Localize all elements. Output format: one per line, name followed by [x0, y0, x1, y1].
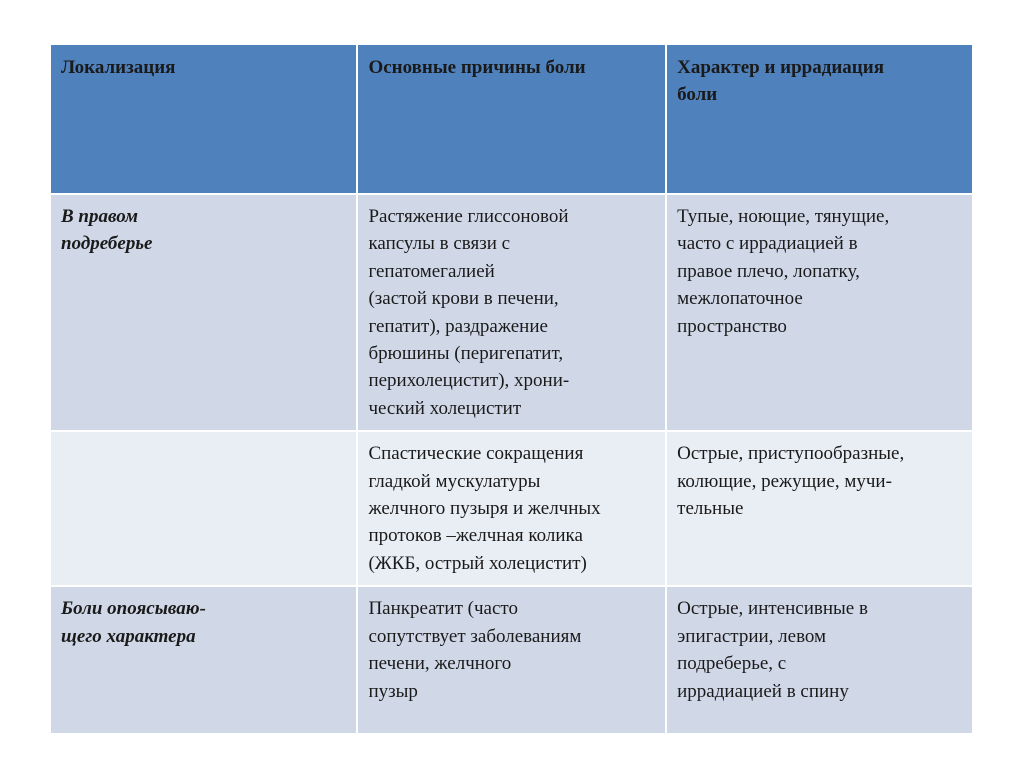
- character-text: Острые, приступообразные, колющие, режущие, мучи- тельные: [677, 443, 905, 520]
- table-row: [50, 194, 973, 431]
- cell-location: [50, 586, 357, 734]
- cell-character: [666, 431, 973, 586]
- table-row: [50, 586, 973, 734]
- location-text: Боли опоясываю- щего характера: [61, 598, 206, 647]
- causes-text: Растяжение глиссоновой капсулы в связи с гепатомегалией (застой крови в печени, гепатит), раздражение брюшины (перигепатит, перихолецистит), хрони- ческий холецистит: [368, 206, 570, 419]
- cell-character: [666, 194, 973, 431]
- pain-localization-table: [49, 43, 974, 735]
- cell-location: [50, 431, 357, 586]
- character-text: Острые, интенсивные в эпигастрии, левом подреберье, с иррадиацией в спину: [677, 598, 868, 702]
- header-localization: [50, 44, 357, 194]
- table-row: [50, 431, 973, 586]
- cell-causes: [357, 586, 666, 734]
- character-text: Тупые, ноющие, тянущие, часто с иррадиацией в правое плечо, лопатку, межлопаточное пространство: [677, 206, 890, 337]
- location-text: В правом подреберье: [61, 206, 153, 255]
- causes-text: Панкреатит (часто сопутствует заболеваниям печени, желчного пузыр: [368, 598, 582, 702]
- header-localization-label: Локализация: [61, 57, 176, 78]
- cell-character: [666, 586, 973, 734]
- causes-text: Спастические сокращения гладкой мускулатуры желчного пузыря и желчных протоков –желчная колика (ЖКБ, острый холецистит): [368, 443, 601, 574]
- cell-causes: [357, 194, 666, 431]
- header-character-label: Характер и иррадиация боли: [677, 57, 884, 106]
- header-character: [666, 44, 973, 194]
- cell-causes: [357, 431, 666, 586]
- header-causes-label: Основные причины боли: [368, 57, 586, 78]
- cell-location: [50, 194, 357, 431]
- header-causes: [357, 44, 666, 194]
- table-header-row: [50, 44, 973, 194]
